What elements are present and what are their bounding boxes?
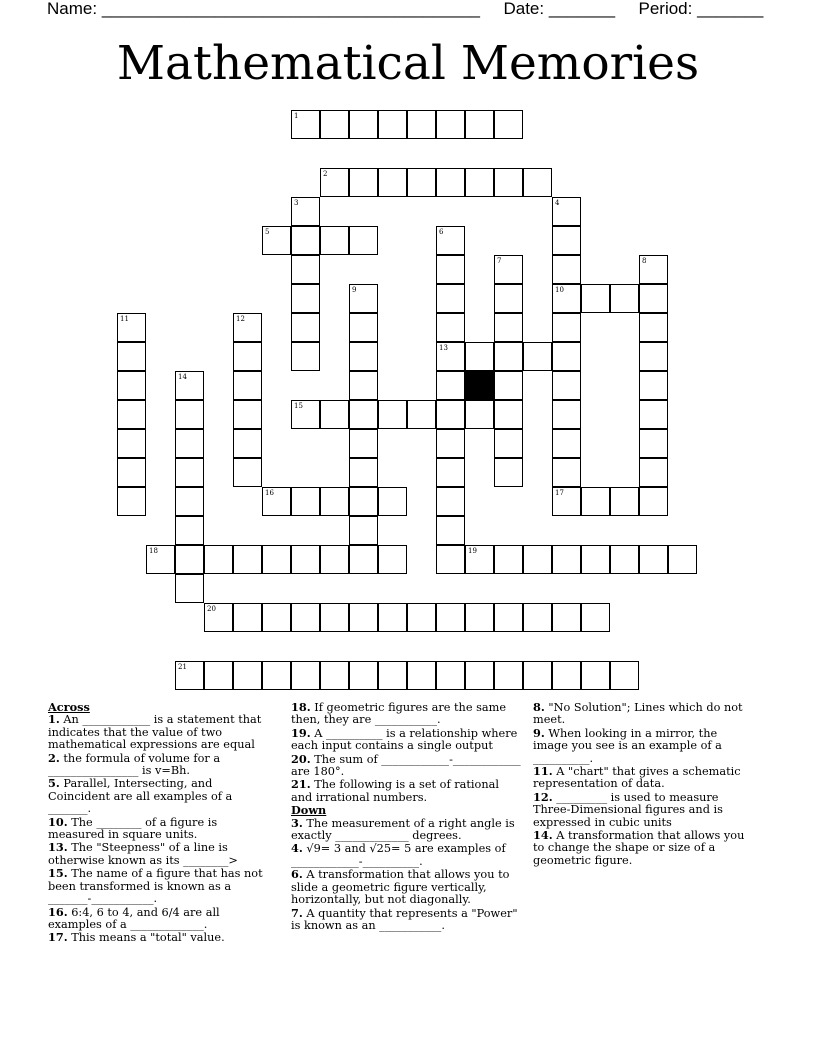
grid-cell[interactable] [349, 603, 378, 632]
grid-cell[interactable] [233, 429, 262, 458]
clue-text: the formula of volume for a ________________ is v=Bh. [48, 751, 221, 778]
clue-item [533, 765, 755, 791]
grid-cell[interactable] [552, 342, 581, 371]
clue-number: 8 [642, 257, 647, 265]
grid-cell[interactable] [378, 168, 407, 197]
grid-cell[interactable] [581, 603, 610, 632]
clue-item [48, 931, 270, 944]
clue-text: An ____________ is a statement that indicates that the value of two mathematical expressions are equal [48, 713, 262, 752]
grid-cell[interactable] [407, 168, 436, 197]
grid-cell[interactable] [523, 661, 552, 690]
clue-text: "No Solution"; Lines which do not meet. [533, 701, 743, 727]
grid-cell[interactable] [552, 603, 581, 632]
grid-cell[interactable] [494, 110, 523, 139]
clue-number-label: 20. [291, 751, 311, 766]
grid-cell[interactable] [291, 197, 320, 226]
grid-cell[interactable] [175, 545, 204, 574]
grid-cell[interactable] [610, 487, 639, 516]
clue-number-label: 10. [48, 814, 68, 829]
clue-item [291, 753, 521, 779]
clue-number-label: 4. [291, 841, 303, 856]
clue-number: 20 [207, 605, 216, 613]
grid-cell[interactable] [175, 400, 204, 429]
clue-number: 9 [352, 286, 357, 294]
clue-item [291, 727, 521, 753]
grid-cell[interactable] [291, 110, 320, 139]
name-blank[interactable]: ________________________________________ [101, 0, 480, 18]
grid-cell[interactable] [291, 603, 320, 632]
clue-number-label: 2. [48, 750, 60, 765]
clue-item [48, 777, 270, 815]
grid-cell[interactable] [117, 429, 146, 458]
grid-cell[interactable] [494, 400, 523, 429]
grid-cell[interactable] [494, 284, 523, 313]
clue-number-label: 5. [48, 776, 60, 791]
grid-cell[interactable] [291, 313, 320, 342]
clue-item [291, 907, 521, 933]
grid-cell[interactable] [523, 545, 552, 574]
grid-cell[interactable] [175, 574, 204, 603]
grid-cell[interactable] [378, 661, 407, 690]
grid-cell[interactable] [349, 400, 378, 429]
grid-cell[interactable] [320, 226, 349, 255]
grid-cell[interactable] [494, 545, 523, 574]
grid-cell[interactable] [291, 284, 320, 313]
clue-item [533, 791, 755, 829]
clue-number: 2 [323, 170, 328, 178]
clue-text: If geometric figures are the same then, they are ___________. [291, 701, 507, 727]
grid-cell[interactable] [204, 661, 233, 690]
clue-number-label: 3. [291, 815, 303, 830]
grid-cell[interactable] [523, 603, 552, 632]
grid-cell[interactable] [204, 545, 233, 574]
grid-cell[interactable] [465, 400, 494, 429]
grid-cell[interactable] [436, 371, 465, 400]
grid-cell[interactable] [233, 603, 262, 632]
date-blank[interactable]: _______ [548, 0, 616, 18]
grid-cell[interactable] [552, 400, 581, 429]
clue-number-label: 12. [533, 789, 553, 804]
grid-cell[interactable] [349, 313, 378, 342]
clue-number: 19 [468, 547, 477, 555]
grid-cell[interactable] [436, 255, 465, 284]
clue-text: The ________ of a figure is measured in square units. [48, 815, 218, 842]
grid-cell[interactable] [436, 168, 465, 197]
grid-cell[interactable] [291, 226, 320, 255]
grid-cell[interactable] [552, 429, 581, 458]
grid-cell[interactable] [378, 545, 407, 574]
clue-number-label: 21. [291, 777, 311, 792]
grid-cell[interactable] [262, 226, 291, 255]
clue-text: When looking in a mirror, the image you see is an example of a __________. [533, 726, 722, 765]
clue-item [48, 906, 270, 932]
grid-cell[interactable] [262, 661, 291, 690]
grid-cell[interactable] [494, 342, 523, 371]
grid-cell[interactable] [175, 458, 204, 487]
grid-cell[interactable] [523, 342, 552, 371]
grid-cell[interactable] [552, 545, 581, 574]
clue-number: 21 [178, 663, 187, 671]
grid-cell[interactable] [233, 313, 262, 342]
grid-cell[interactable] [494, 458, 523, 487]
clue-number-label: 8. [533, 700, 545, 714]
grid-cell[interactable] [436, 429, 465, 458]
grid-cell[interactable] [175, 371, 204, 400]
clue-number: 17 [555, 489, 564, 497]
grid-cell[interactable] [494, 371, 523, 400]
clue-number-label: 1. [48, 712, 60, 727]
grid-cell[interactable] [639, 284, 668, 313]
grid-cell[interactable] [378, 603, 407, 632]
grid-cell[interactable] [407, 400, 436, 429]
clue-item [291, 842, 521, 868]
grid-cell[interactable] [639, 487, 668, 516]
grid-cell[interactable] [436, 545, 465, 574]
grid-cell[interactable] [233, 458, 262, 487]
clue-item [48, 713, 270, 751]
clue-text: The following is a set of rational and irrational numbers. [291, 778, 499, 804]
clue-text: A "chart" that gives a schematic representation of data. [533, 765, 741, 791]
clues-column-2 [291, 701, 521, 932]
clue-text: A transformation that allows you to change the shape or size of a geometric figure. [533, 829, 745, 867]
clue-number-label: 7. [291, 905, 303, 920]
grid-cell[interactable] [639, 458, 668, 487]
grid-cell[interactable] [494, 661, 523, 690]
grid-cell[interactable] [349, 284, 378, 313]
clue-item [291, 778, 521, 804]
grid-cell[interactable] [117, 487, 146, 516]
grid-cell[interactable] [639, 400, 668, 429]
grid-cell[interactable] [349, 661, 378, 690]
grid-cell[interactable] [233, 400, 262, 429]
grid-cell[interactable] [349, 429, 378, 458]
grid-cell[interactable] [378, 487, 407, 516]
grid-cell[interactable] [320, 545, 349, 574]
clue-text: A quantity that represents a "Power" is known as an ___________. [291, 906, 518, 932]
clue-item [533, 727, 755, 765]
grid-cell[interactable] [552, 661, 581, 690]
grid-cell[interactable] [320, 661, 349, 690]
grid-cell[interactable] [291, 342, 320, 371]
clue-number: 7 [497, 257, 502, 265]
clue-item [291, 701, 521, 727]
clues-column-3 [533, 701, 755, 867]
grid-cell[interactable] [465, 661, 494, 690]
grid-cell[interactable] [639, 255, 668, 284]
clue-number: 15 [294, 402, 303, 410]
grid-cell[interactable] [378, 110, 407, 139]
clue-item [48, 841, 270, 867]
grid-cell[interactable] [610, 284, 639, 313]
grid-cell[interactable] [291, 661, 320, 690]
grid-cell[interactable] [378, 400, 407, 429]
grid-cell[interactable] [204, 603, 233, 632]
grid-cell[interactable] [465, 110, 494, 139]
grid-cell[interactable] [291, 545, 320, 574]
grid-cell[interactable] [436, 487, 465, 516]
clue-text: The measurement of a right angle is exactly _____________ degrees. [291, 816, 515, 843]
grid-cell[interactable] [639, 313, 668, 342]
grid-cell[interactable] [610, 545, 639, 574]
clue-text: The sum of ____________-____________ are 180°. [291, 752, 521, 779]
clue-text: The name of a figure that has not been transformed is known as a _______-___________. [48, 867, 263, 906]
grid-cell[interactable] [233, 661, 262, 690]
grid-cell[interactable] [639, 371, 668, 400]
clue-number: 4 [555, 199, 560, 207]
grid-cell[interactable] [465, 545, 494, 574]
grid-cell[interactable] [349, 458, 378, 487]
grid-cell[interactable] [581, 487, 610, 516]
grid-cell[interactable] [175, 516, 204, 545]
clue-number: 18 [149, 547, 158, 555]
grid-cell[interactable] [639, 429, 668, 458]
grid-cell[interactable] [320, 168, 349, 197]
clue-text: √9= 3 and √25= 5 are examples of ____________-__________. [291, 842, 506, 868]
grid-cell[interactable] [581, 284, 610, 313]
grid-cell[interactable] [291, 400, 320, 429]
clue-text: Parallel, Intersecting, and Coincident are all examples of a _______. [48, 777, 233, 816]
blocked-cell [465, 371, 494, 400]
grid-cell[interactable] [436, 458, 465, 487]
grid-cell[interactable] [349, 168, 378, 197]
grid-cell[interactable] [465, 342, 494, 371]
grid-cell[interactable] [349, 371, 378, 400]
grid-cell[interactable] [233, 371, 262, 400]
clue-item [48, 752, 270, 778]
name-label: Name: [47, 0, 98, 18]
clue-item [291, 817, 521, 843]
grid-cell[interactable] [552, 313, 581, 342]
grid-cell[interactable] [494, 255, 523, 284]
grid-cell[interactable] [436, 226, 465, 255]
grid-cell[interactable] [175, 429, 204, 458]
grid-cell[interactable] [349, 226, 378, 255]
grid-cell[interactable] [320, 603, 349, 632]
grid-cell[interactable] [552, 197, 581, 226]
clue-number: 5 [265, 228, 270, 236]
clue-number: 14 [178, 373, 187, 381]
clue-number: 16 [265, 489, 274, 497]
clue-number-label: 18. [291, 700, 311, 714]
grid-cell[interactable] [494, 313, 523, 342]
clue-text: The "Steepness" of a line is otherwise known as its ________> [48, 841, 238, 867]
grid-cell[interactable] [349, 110, 378, 139]
grid-cell[interactable] [494, 429, 523, 458]
grid-cell[interactable] [523, 168, 552, 197]
clue-number-label: 15. [48, 866, 68, 881]
grid-cell[interactable] [494, 168, 523, 197]
clue-text: A transformation that allows you to slide a geometric figure vertically, horizontally, but not diagonally. [291, 868, 510, 907]
grid-cell[interactable] [349, 487, 378, 516]
period-blank[interactable]: _______ [697, 0, 764, 18]
clue-number-label: 16. [48, 904, 68, 919]
clue-number-label: 9. [533, 725, 545, 740]
grid-cell[interactable] [465, 603, 494, 632]
grid-cell[interactable] [233, 342, 262, 371]
clue-item [48, 816, 270, 842]
grid-cell[interactable] [349, 545, 378, 574]
clue-number-label: 17. [48, 930, 68, 945]
clue-number: 3 [294, 199, 299, 207]
grid-cell[interactable] [668, 545, 697, 574]
grid-cell[interactable] [552, 284, 581, 313]
down-clue-list-continued [533, 701, 755, 867]
grid-cell[interactable] [320, 400, 349, 429]
clue-number-label: 19. [291, 725, 311, 740]
grid-cell[interactable] [291, 255, 320, 284]
grid-cell[interactable] [465, 168, 494, 197]
grid-cell[interactable] [552, 458, 581, 487]
clue-text: 6:4, 6 to 4, and 6/4 are all examples of a _____________. [48, 905, 220, 931]
down-clue-list [291, 817, 521, 933]
clue-number: 13 [439, 344, 448, 352]
grid-cell[interactable] [233, 545, 262, 574]
clue-number: 12 [236, 315, 245, 323]
grid-cell[interactable] [117, 458, 146, 487]
clue-number: 1 [294, 112, 299, 120]
grid-cell[interactable] [117, 400, 146, 429]
grid-cell[interactable] [436, 400, 465, 429]
clue-text: This means a "total" value. [71, 931, 225, 945]
clue-item [533, 829, 755, 867]
grid-cell[interactable] [436, 110, 465, 139]
grid-cell[interactable] [552, 487, 581, 516]
grid-cell[interactable] [291, 487, 320, 516]
grid-cell[interactable] [117, 313, 146, 342]
grid-cell[interactable] [581, 545, 610, 574]
grid-cell[interactable] [117, 371, 146, 400]
grid-cell[interactable] [639, 342, 668, 371]
grid-cell[interactable] [436, 313, 465, 342]
grid-cell[interactable] [320, 487, 349, 516]
clue-text: _________ is used to measure Three-Dimensional figures and is expressed in cubic units [533, 790, 723, 829]
grid-cell[interactable] [349, 342, 378, 371]
grid-cell[interactable] [436, 284, 465, 313]
grid-cell[interactable] [610, 661, 639, 690]
grid-cell[interactable] [552, 226, 581, 255]
grid-cell[interactable] [581, 661, 610, 690]
clue-number-label: 13. [48, 840, 68, 855]
grid-cell[interactable] [320, 110, 349, 139]
grid-cell[interactable] [407, 110, 436, 139]
grid-cell[interactable] [175, 487, 204, 516]
clue-text: A __________ is a relationship where each input contains a single output [291, 726, 518, 753]
clue-number-label: 11. [533, 764, 553, 779]
across-clue-list-continued [291, 701, 521, 804]
clue-number: 10 [555, 286, 564, 294]
page-title: Mathematical Memories [116, 36, 700, 91]
clue-number-label: 6. [291, 867, 303, 882]
across-heading: Across [48, 700, 90, 714]
grid-cell[interactable] [262, 487, 291, 516]
grid-cell[interactable] [552, 255, 581, 284]
grid-cell[interactable] [146, 545, 175, 574]
grid-cell[interactable] [262, 603, 291, 632]
grid-cell[interactable] [117, 342, 146, 371]
clue-item [533, 701, 755, 727]
grid-cell[interactable] [436, 342, 465, 371]
clue-number: 11 [120, 315, 129, 323]
grid-cell[interactable] [407, 603, 436, 632]
grid-cell[interactable] [552, 371, 581, 400]
grid-cell[interactable] [494, 603, 523, 632]
grid-cell[interactable] [436, 603, 465, 632]
clue-item [48, 867, 270, 905]
date-label: Date: [503, 0, 545, 18]
grid-cell[interactable] [262, 545, 291, 574]
clues-column-1 [48, 701, 270, 945]
grid-cell[interactable] [175, 661, 204, 690]
across-clue-list [48, 713, 270, 944]
grid-cell[interactable] [436, 661, 465, 690]
grid-cell[interactable] [349, 516, 378, 545]
clue-number-label: 14. [533, 828, 553, 843]
clue-item [291, 868, 521, 906]
period-label: Period: [638, 0, 693, 18]
down-heading: Down [291, 803, 327, 818]
clue-number: 6 [439, 228, 444, 236]
grid-cell[interactable] [436, 516, 465, 545]
grid-cell[interactable] [407, 661, 436, 690]
grid-cell[interactable] [639, 545, 668, 574]
